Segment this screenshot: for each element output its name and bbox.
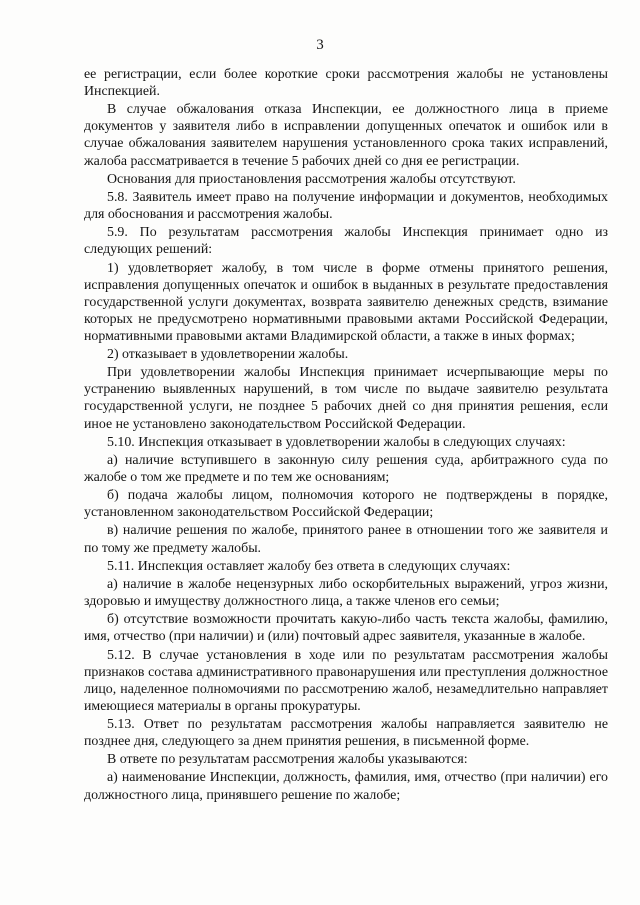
paragraph: 5.10. Инспекция отказывает в удовлетворении жалобы в следующих случаях: (107, 434, 566, 450)
page-number: 3 (316, 37, 324, 53)
paragraph: б) подача жалобы лицом, полномочия которого не подтверждены в порядке, установленном законодательством Российской Федерации; (84, 488, 608, 521)
paragraph: в) наличие решения по жалобе, принятого ранее в отношении того же заявителя и по тому же предмету жалобы. (84, 523, 608, 556)
paragraph: 5.12. В случае установления в ходе или по результатам рассмотрения жалобы признаков состава административного правонарушения или преступления должностное лицо, наделенное полномочиями по рассмотрению жалоб, незамедлительно направляет имеющиеся материалы в органы прокуратуры. (84, 647, 608, 714)
paragraph: При удовлетворении жалобы Инспекция принимает исчерпывающие меры по устранению выявленных нарушений, в том числе по выдаче заявителю результата государственной услуги, не позднее 5 рабочих дней со дня принятия решения, если иное не установлено законодательством Российской Федерации. (84, 365, 608, 432)
paragraph: ее регистрации, если более короткие сроки рассмотрения жалобы не установлены Инспекцией. (84, 67, 608, 100)
paragraph: 1) удовлетворяет жалобу, в том числе в форме отмены принятого решения, исправления допущенных опечаток и ошибок в выданных в результате предоставления государственной услуги документах, возврата заявителю денежных средств, взимание которых не предусмотрено нормативными правовыми актами Российской Федерации, нормативными правовыми актами Владимирской области, а также в иных формах; (84, 260, 608, 344)
paragraph: 5.8. Заявитель имеет право на получение информации и документов, необходимых для обоснования и рассмотрения жалобы. (84, 189, 608, 223)
paragraph: а) наименование Инспекции, должность, фамилия, имя, отчество (при наличии) его должностного лица, принявшего решение по жалобе; (84, 770, 608, 803)
document-body (84, 66, 608, 805)
paragraph: 5.13. Ответ по результатам рассмотрения жалобы направляется заявителю не позднее дня, следующего за днем принятия решения, в письменной форме. (84, 716, 608, 750)
paragraph: В ответе по результатам рассмотрения жалобы указываются: (107, 752, 468, 768)
paragraph: а) наличие в жалобе нецензурных либо оскорбительных выражений, угроз жизни, здоровью и имуществу должностного лица, а также членов его семьи; (84, 576, 608, 610)
paragraph: б) отсутствие возможности прочитать какую-либо часть текста жалобы, фамилию, имя, отчество (при наличии) и (или) почтовый адрес заявителя, указанные в жалобе. (84, 612, 608, 645)
paragraph: 2) отказывает в удовлетворении жалобы. (107, 347, 349, 363)
paragraph: а) наличие вступившего в законную силу решения суда, арбитражного суда по жалобе о том же предмете и по тем же основаниям; (84, 452, 608, 485)
paragraph: Основания для приостановления рассмотрения жалобы отсутствуют. (107, 171, 516, 187)
paragraph: В случае обжалования отказа Инспекции, ее должностного лица в приеме документов у заявителя либо в исправлении допущенных опечаток и ошибок или в случае обжалования заявителем нарушения установленного срока таких исправлений, жалоба рассматривается в течение 5 рабочих дней со дня ее регистрации. (84, 102, 608, 169)
paragraph: 5.11. Инспекция оставляет жалобу без ответа в следующих случаях: (107, 558, 511, 574)
paragraph: 5.9. По результатам рассмотрения жалобы Инспекция принимает одно из следующих решений: (84, 225, 608, 258)
